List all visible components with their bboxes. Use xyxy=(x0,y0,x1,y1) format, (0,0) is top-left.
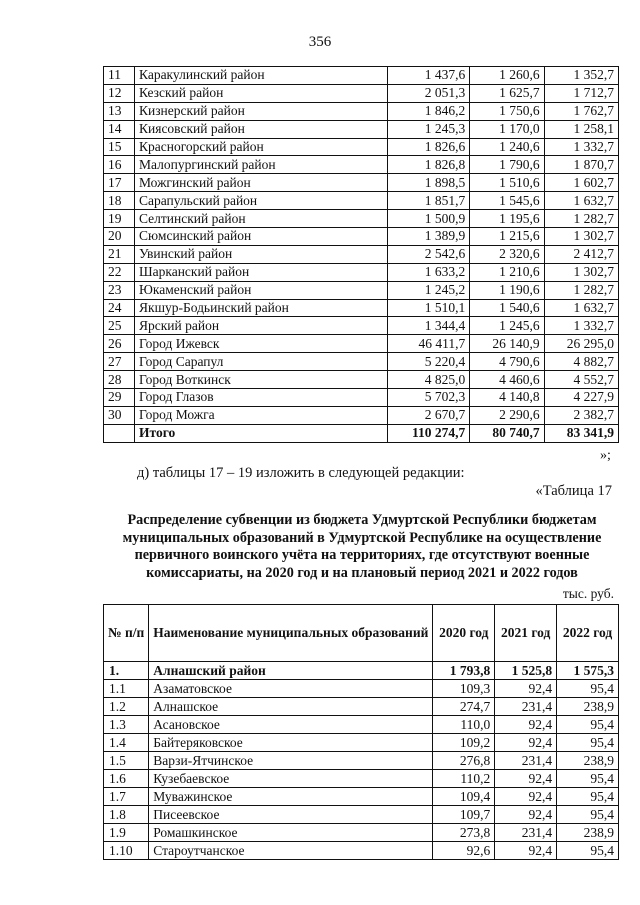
table-row xyxy=(104,680,619,698)
cell-number: 1. xyxy=(104,662,149,680)
cell-2022: 4 882,7 xyxy=(544,353,618,371)
cell-2021: 1 215,6 xyxy=(470,228,544,246)
cell-2022: 83 341,9 xyxy=(544,424,618,442)
cell-2022: 1 632,7 xyxy=(544,299,618,317)
table-row xyxy=(104,263,619,281)
cell-2020: 5 220,4 xyxy=(388,353,470,371)
cell-name: Азаматовское xyxy=(149,680,433,698)
cell-2022: 4 227,9 xyxy=(544,389,618,407)
cell-2020: 1 245,2 xyxy=(388,281,470,299)
cell-number: 1.10 xyxy=(104,842,149,860)
cell-2020: 276,8 xyxy=(433,752,495,770)
cell-number: 16 xyxy=(104,156,135,174)
cell-number: 1.7 xyxy=(104,788,149,806)
cell-2021: 1 190,6 xyxy=(470,281,544,299)
cell-name: Кезский район xyxy=(135,84,388,102)
cell-2020: 110 274,7 xyxy=(388,424,470,442)
cell-2022: 1 632,7 xyxy=(544,192,618,210)
cell-2020: 273,8 xyxy=(433,824,495,842)
cell-name: Сарапульский район xyxy=(135,192,388,210)
cell-2020: 1 633,2 xyxy=(388,263,470,281)
cell-number: 1.3 xyxy=(104,716,149,734)
table-row xyxy=(104,84,619,102)
table-row xyxy=(104,138,619,156)
cell-2020: 109,4 xyxy=(433,788,495,806)
cell-name: Увинский район xyxy=(135,245,388,263)
cell-2022: 1 762,7 xyxy=(544,102,618,120)
cell-2022: 95,4 xyxy=(557,770,619,788)
total-row xyxy=(104,424,619,442)
cell-2021: 1 625,7 xyxy=(470,84,544,102)
table-row xyxy=(104,698,619,716)
cell-name: Кизнерский район xyxy=(135,102,388,120)
cell-2020: 1 437,6 xyxy=(388,67,470,85)
cell-2022: 26 295,0 xyxy=(544,335,618,353)
table-reference: «Таблица 17 xyxy=(535,483,612,499)
table-row xyxy=(104,389,619,407)
table-row xyxy=(104,335,619,353)
cell-name: Ромашкинское xyxy=(149,824,433,842)
cell-2022: 1 870,7 xyxy=(544,156,618,174)
cell-2022: 238,9 xyxy=(557,698,619,716)
cell-2020: 4 825,0 xyxy=(388,371,470,389)
cell-2021: 2 290,6 xyxy=(470,406,544,424)
cell-2020: 109,2 xyxy=(433,734,495,752)
cell-2022: 95,4 xyxy=(557,806,619,824)
cell-2022: 1 352,7 xyxy=(544,67,618,85)
table-row xyxy=(104,299,619,317)
header-2022: 2022 год xyxy=(557,605,619,662)
closing-quote: »; xyxy=(600,448,611,463)
subvention-table-body xyxy=(104,662,619,860)
cell-2022: 1 302,7 xyxy=(544,228,618,246)
cell-name: Ярский район xyxy=(135,317,388,335)
cell-2022: 2 412,7 xyxy=(544,245,618,263)
districts-table xyxy=(103,66,619,443)
cell-2020: 110,0 xyxy=(433,716,495,734)
cell-name: Город Сарапул xyxy=(135,353,388,371)
table-row xyxy=(104,842,619,860)
cell-number: 30 xyxy=(104,406,135,424)
table-row xyxy=(104,192,619,210)
group-row xyxy=(104,662,619,680)
cell-number: 28 xyxy=(104,371,135,389)
cell-2020: 1 793,8 xyxy=(433,662,495,680)
cell-2021: 1 260,6 xyxy=(470,67,544,85)
cell-2021: 1 210,6 xyxy=(470,263,544,281)
units-label: тыс. руб. xyxy=(562,586,614,601)
cell-2020: 1 898,5 xyxy=(388,174,470,192)
cell-2021: 1 170,0 xyxy=(470,120,544,138)
cell-number: 27 xyxy=(104,353,135,371)
cell-name: Варзи-Ятчинское xyxy=(149,752,433,770)
cell-2020: 2 051,3 xyxy=(388,84,470,102)
table-title: Распределение субвенции из бюджета Удмуртской Республики бюджетам муниципальных образований в Удмуртской Республике на осуществление первичного воинского учёта на территориях, где отсутствуют военные комиссариаты, на 2020 год и на плановый период 2021 и 2022 годов xyxy=(122,512,602,581)
cell-2020: 2 542,6 xyxy=(388,245,470,263)
table-row xyxy=(104,67,619,85)
cell-2021: 1 245,6 xyxy=(470,317,544,335)
cell-2020: 110,2 xyxy=(433,770,495,788)
cell-2020: 1 500,9 xyxy=(388,210,470,228)
cell-name: Город Ижевск xyxy=(135,335,388,353)
cell-number: 14 xyxy=(104,120,135,138)
table-row xyxy=(104,406,619,424)
cell-2022: 1 282,7 xyxy=(544,281,618,299)
cell-name: Алнашский район xyxy=(149,662,433,680)
cell-2020: 1 245,3 xyxy=(388,120,470,138)
cell-2021: 1 790,6 xyxy=(470,156,544,174)
cell-2020: 1 851,7 xyxy=(388,192,470,210)
cell-2022: 95,4 xyxy=(557,842,619,860)
cell-name: Сюмсинский район xyxy=(135,228,388,246)
cell-2021: 92,4 xyxy=(495,680,557,698)
cell-2021: 1 545,6 xyxy=(470,192,544,210)
cell-2022: 1 332,7 xyxy=(544,138,618,156)
cell-name: Селтинский район xyxy=(135,210,388,228)
cell-2022: 238,9 xyxy=(557,752,619,770)
cell-name: Алнашское xyxy=(149,698,433,716)
table-row xyxy=(104,824,619,842)
table-row xyxy=(104,788,619,806)
cell-2022: 1 258,1 xyxy=(544,120,618,138)
cell-name: Город Глазов xyxy=(135,389,388,407)
cell-number: 25 xyxy=(104,317,135,335)
header-name: Наименование муниципальных образований xyxy=(149,605,433,662)
cell-2020: 1 344,4 xyxy=(388,317,470,335)
cell-2021: 4 140,8 xyxy=(470,389,544,407)
cell-number: 1.2 xyxy=(104,698,149,716)
cell-2022: 1 712,7 xyxy=(544,84,618,102)
table-row xyxy=(104,716,619,734)
cell-2022: 1 575,3 xyxy=(557,662,619,680)
cell-number: 1.1 xyxy=(104,680,149,698)
cell-2021: 231,4 xyxy=(495,752,557,770)
cell-2020: 1 826,8 xyxy=(388,156,470,174)
table-row xyxy=(104,353,619,371)
cell-number: 1.9 xyxy=(104,824,149,842)
cell-number: 1.8 xyxy=(104,806,149,824)
cell-2021: 1 525,8 xyxy=(495,662,557,680)
cell-number: 1.6 xyxy=(104,770,149,788)
cell-2020: 109,3 xyxy=(433,680,495,698)
cell-name: Город Воткинск xyxy=(135,371,388,389)
cell-2021: 92,4 xyxy=(495,716,557,734)
cell-name: Староутчанское xyxy=(149,842,433,860)
instruction-text: д) таблицы 17 – 19 изложить в следующей редакции: xyxy=(137,465,465,481)
cell-number: 20 xyxy=(104,228,135,246)
header-2021: 2021 год xyxy=(495,605,557,662)
cell-name: Кузебаевское xyxy=(149,770,433,788)
page-number: 356 xyxy=(308,34,332,50)
cell-2022: 238,9 xyxy=(557,824,619,842)
cell-2022: 1 602,7 xyxy=(544,174,618,192)
cell-number: 24 xyxy=(104,299,135,317)
table-row xyxy=(104,317,619,335)
table-row xyxy=(104,174,619,192)
cell-name: Киясовский район xyxy=(135,120,388,138)
cell-2020: 1 826,6 xyxy=(388,138,470,156)
cell-2021: 1 540,6 xyxy=(470,299,544,317)
cell-2020: 2 670,7 xyxy=(388,406,470,424)
table-row xyxy=(104,156,619,174)
table-row xyxy=(104,210,619,228)
table-row xyxy=(104,752,619,770)
cell-2022: 95,4 xyxy=(557,734,619,752)
table-row xyxy=(104,102,619,120)
cell-number: 12 xyxy=(104,84,135,102)
cell-2022: 95,4 xyxy=(557,788,619,806)
cell-name: Муважинское xyxy=(149,788,433,806)
cell-2021: 92,4 xyxy=(495,788,557,806)
cell-2022: 2 382,7 xyxy=(544,406,618,424)
cell-number: 1.5 xyxy=(104,752,149,770)
cell-2020: 1 389,9 xyxy=(388,228,470,246)
cell-name: Можгинский район xyxy=(135,174,388,192)
cell-2021: 1 195,6 xyxy=(470,210,544,228)
cell-number: 13 xyxy=(104,102,135,120)
cell-number xyxy=(104,424,135,442)
districts-table-body xyxy=(104,67,619,443)
cell-name: Юкаменский район xyxy=(135,281,388,299)
cell-number: 22 xyxy=(104,263,135,281)
cell-number: 29 xyxy=(104,389,135,407)
cell-number: 26 xyxy=(104,335,135,353)
table-row xyxy=(104,281,619,299)
table-row xyxy=(104,770,619,788)
header-number: № п/п xyxy=(104,605,149,662)
cell-2021: 80 740,7 xyxy=(470,424,544,442)
cell-2022: 1 282,7 xyxy=(544,210,618,228)
cell-2021: 4 790,6 xyxy=(470,353,544,371)
cell-number: 11 xyxy=(104,67,135,85)
cell-number: 19 xyxy=(104,210,135,228)
cell-name: Байтеряковское xyxy=(149,734,433,752)
cell-2022: 4 552,7 xyxy=(544,371,618,389)
cell-2021: 92,4 xyxy=(495,806,557,824)
cell-2021: 4 460,6 xyxy=(470,371,544,389)
cell-name: Город Можга xyxy=(135,406,388,424)
table-row xyxy=(104,371,619,389)
cell-name: Писеевское xyxy=(149,806,433,824)
cell-2020: 5 702,3 xyxy=(388,389,470,407)
table-row xyxy=(104,734,619,752)
cell-name: Шарканский район xyxy=(135,263,388,281)
cell-2020: 1 846,2 xyxy=(388,102,470,120)
table-header-row xyxy=(104,605,619,662)
cell-number: 17 xyxy=(104,174,135,192)
cell-2020: 1 510,1 xyxy=(388,299,470,317)
cell-number: 1.4 xyxy=(104,734,149,752)
cell-2021: 2 320,6 xyxy=(470,245,544,263)
cell-number: 18 xyxy=(104,192,135,210)
cell-name: Малопургинский район xyxy=(135,156,388,174)
cell-2022: 95,4 xyxy=(557,680,619,698)
subvention-table xyxy=(103,604,619,860)
cell-2022: 1 332,7 xyxy=(544,317,618,335)
cell-number: 23 xyxy=(104,281,135,299)
table-row xyxy=(104,228,619,246)
table-row xyxy=(104,120,619,138)
cell-2020: 109,7 xyxy=(433,806,495,824)
cell-name: Асановское xyxy=(149,716,433,734)
cell-number: 21 xyxy=(104,245,135,263)
table-row xyxy=(104,806,619,824)
table-row xyxy=(104,245,619,263)
cell-2020: 92,6 xyxy=(433,842,495,860)
cell-2021: 1 750,6 xyxy=(470,102,544,120)
cell-2021: 231,4 xyxy=(495,698,557,716)
cell-2021: 92,4 xyxy=(495,734,557,752)
cell-2021: 26 140,9 xyxy=(470,335,544,353)
cell-2021: 92,4 xyxy=(495,842,557,860)
cell-name: Якшур-Бодьинский район xyxy=(135,299,388,317)
cell-2021: 231,4 xyxy=(495,824,557,842)
cell-2020: 274,7 xyxy=(433,698,495,716)
cell-2020: 46 411,7 xyxy=(388,335,470,353)
cell-2022: 95,4 xyxy=(557,716,619,734)
header-2020: 2020 год xyxy=(433,605,495,662)
cell-2022: 1 302,7 xyxy=(544,263,618,281)
cell-name: Итого xyxy=(135,424,388,442)
cell-name: Каракулинский район xyxy=(135,67,388,85)
cell-number: 15 xyxy=(104,138,135,156)
cell-2021: 92,4 xyxy=(495,770,557,788)
cell-name: Красногорский район xyxy=(135,138,388,156)
cell-2021: 1 240,6 xyxy=(470,138,544,156)
cell-2021: 1 510,6 xyxy=(470,174,544,192)
